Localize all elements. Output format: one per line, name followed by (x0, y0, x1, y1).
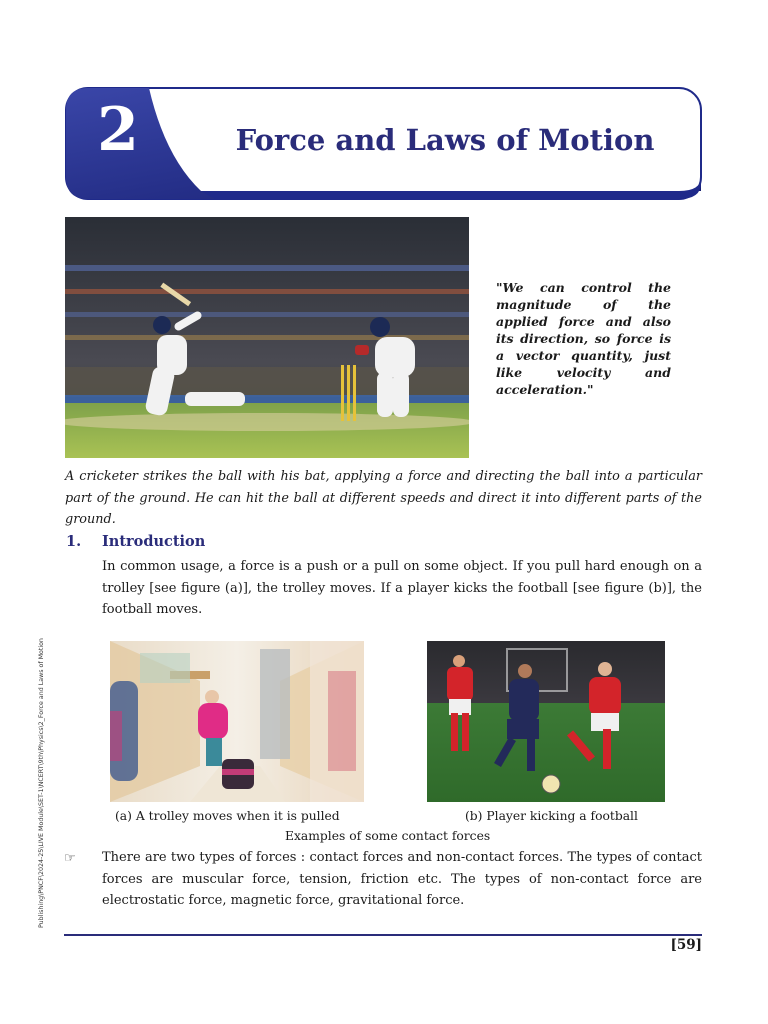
page-number: [59] (670, 937, 702, 953)
section-number: 1. (66, 533, 82, 550)
cricket-photo (65, 217, 469, 458)
football-photo (427, 641, 665, 802)
section-title: Introduction (102, 533, 206, 550)
quote-text: "We can control the magnitude of the applied force and also its direction, so force is a vector quantity, just like velocity and acceleration." (496, 280, 671, 397)
footer-rule (64, 934, 702, 936)
pointing-hand-icon: ☞ (64, 851, 76, 866)
chapter-title: Force and Laws of Motion (235, 123, 655, 157)
figures-caption: Examples of some contact forces (285, 829, 491, 843)
intro-paragraph: In common usage, a force is a push or a pull on some object. If you pull hard enough on a trolley [see figure (a)], the trolley moves. If a player kicks the football [see figure (b)], the football moves. (102, 559, 702, 617)
bullet-text: There are two types of forces : contact forces and non-contact forces. The types of contact forces are muscular force, tension, friction etc. The types of non-contact force are electrostatic force, magnetic force, gravitational force. (102, 850, 702, 908)
figure-b-caption: (b) Player kicking a football (465, 809, 638, 823)
cricket-caption: A cricketer strikes the ball with his bat, applying a force and directing the ball into a particular part of the ground. He can hit the ball at different speeds and direct it into different parts of the ground. (65, 469, 702, 527)
chapter-number: 2 (97, 95, 139, 165)
figure-a-caption: (a) A trolley moves when it is pulled (115, 809, 340, 823)
trolley-photo (110, 641, 364, 802)
file-path-note: Publishing\PNCF\2024-25\LIVE Module\SET-1\NCERT\9th\Physics\2_Force and Laws of Motion (38, 638, 45, 928)
